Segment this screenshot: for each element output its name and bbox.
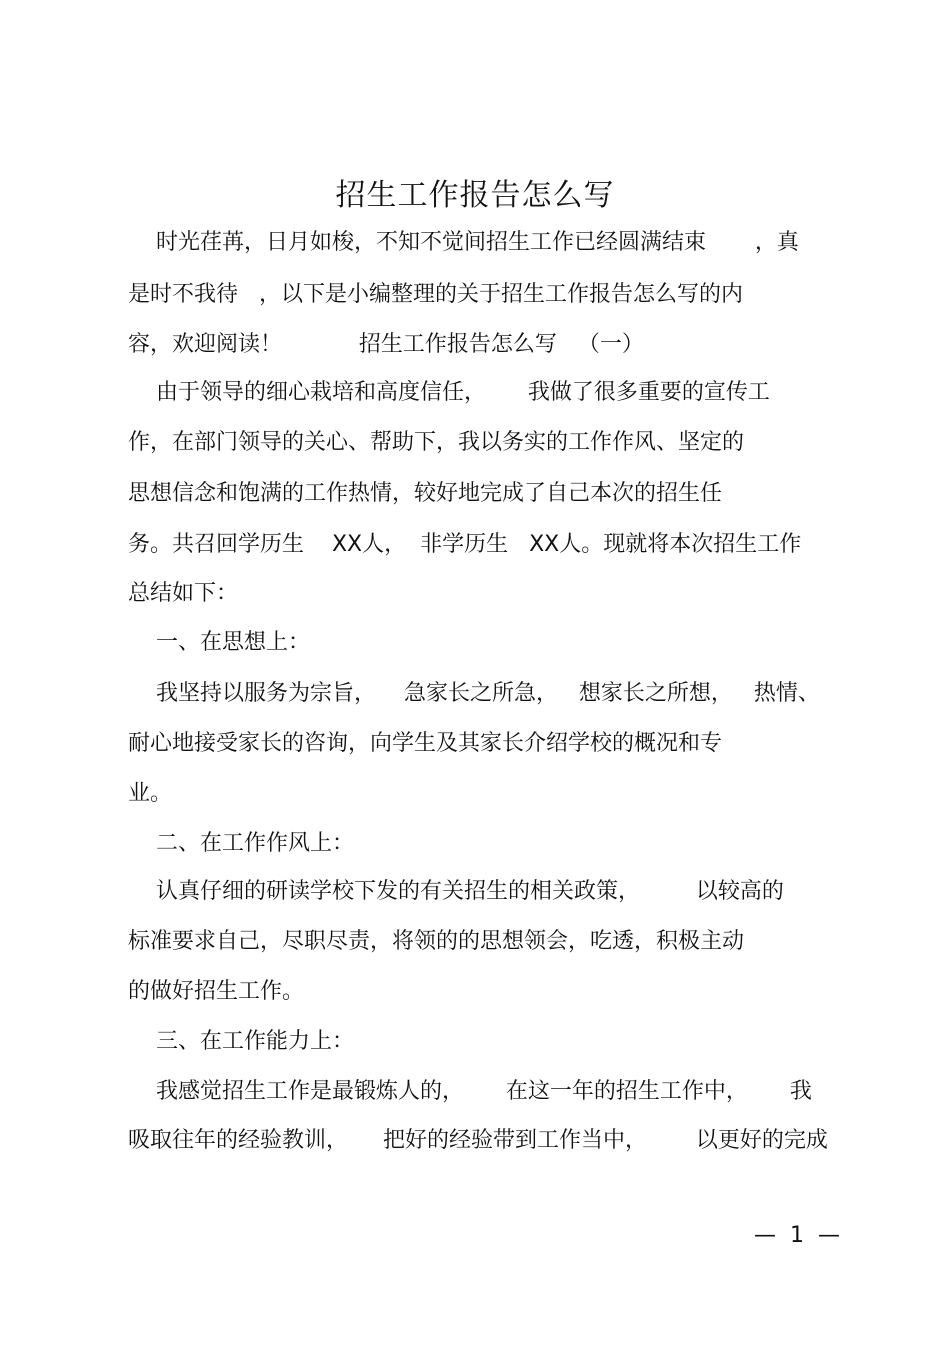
text-line bbox=[128, 628, 848, 658]
page-number: — 1 — bbox=[754, 1223, 840, 1248]
text-line bbox=[128, 280, 848, 310]
text-line-content: 作，在部门领导的关心、帮助下，我以务实的工作作风、坚定的 bbox=[128, 430, 745, 455]
text-line-content: 思想信念和饱满的工作热情，较好地完成了自己本次的招生任 bbox=[128, 481, 723, 506]
text-line bbox=[128, 977, 848, 1007]
text-line-content: 一、在思想上： bbox=[128, 630, 310, 655]
document-title: 招生工作报告怎么写 bbox=[335, 178, 615, 213]
text-line bbox=[128, 679, 848, 709]
text-line-content: 二、在工作作风上： bbox=[128, 831, 354, 856]
text-line bbox=[128, 228, 848, 258]
text-line-content: 耐心地接受家长的咨询，向学生及其家长介绍学校的概况和专 bbox=[128, 731, 723, 756]
text-line-content: 业。 bbox=[128, 781, 173, 806]
text-line-content: 三、在工作能力上： bbox=[128, 1029, 354, 1054]
text-line bbox=[128, 1077, 848, 1107]
text-line bbox=[128, 729, 848, 759]
text-line-content: 我感觉招生工作是最锻炼人的， 在这一年的招生工作中， 我 bbox=[128, 1079, 812, 1104]
text-line-content: 标准要求自己，尽职尽责，将领的的思想领会，吃透，积极主动 bbox=[128, 929, 745, 954]
text-line bbox=[128, 779, 848, 809]
text-line bbox=[128, 330, 848, 360]
text-line bbox=[128, 829, 848, 859]
text-line bbox=[128, 1126, 848, 1156]
text-line-content: 我坚持以服务为宗旨， 急家长之所急， 想家长之所想， 热情、 bbox=[128, 681, 820, 706]
text-line bbox=[128, 479, 848, 509]
text-line bbox=[128, 877, 848, 907]
text-line bbox=[128, 530, 848, 560]
text-line-content: 吸取往年的经验教训， 把好的经验带到工作当中， 以更好的完成 bbox=[128, 1128, 828, 1153]
text-line-content: 时光荏苒，日月如梭，不知不觉间招生工作已经圆满结束 ，真 bbox=[128, 230, 799, 255]
text-line bbox=[128, 1027, 848, 1057]
text-line-content: 务。共召回学历生 XX人， 非学历生 XX人。现就将本次招生工作 bbox=[128, 532, 802, 557]
text-line-content: 认真仔细的研读学校下发的有关招生的相关政策， 以较高的 bbox=[128, 879, 784, 904]
text-line-content: 是时不我待 ，以下是小编整理的关于招生工作报告怎么写的内 bbox=[128, 282, 743, 307]
text-line-content: 总结如下： bbox=[128, 581, 239, 606]
text-line bbox=[128, 378, 848, 408]
text-line bbox=[128, 579, 848, 609]
text-line-content: 容，欢迎阅读！ 招生工作报告怎么写 （一） bbox=[128, 332, 644, 357]
text-line-content: 由于领导的细心栽培和高度信任， 我做了很多重要的宣传工 bbox=[128, 380, 770, 405]
text-line-content: 的做好招生工作。 bbox=[128, 979, 305, 1004]
text-line bbox=[128, 428, 848, 458]
text-line bbox=[128, 927, 848, 957]
